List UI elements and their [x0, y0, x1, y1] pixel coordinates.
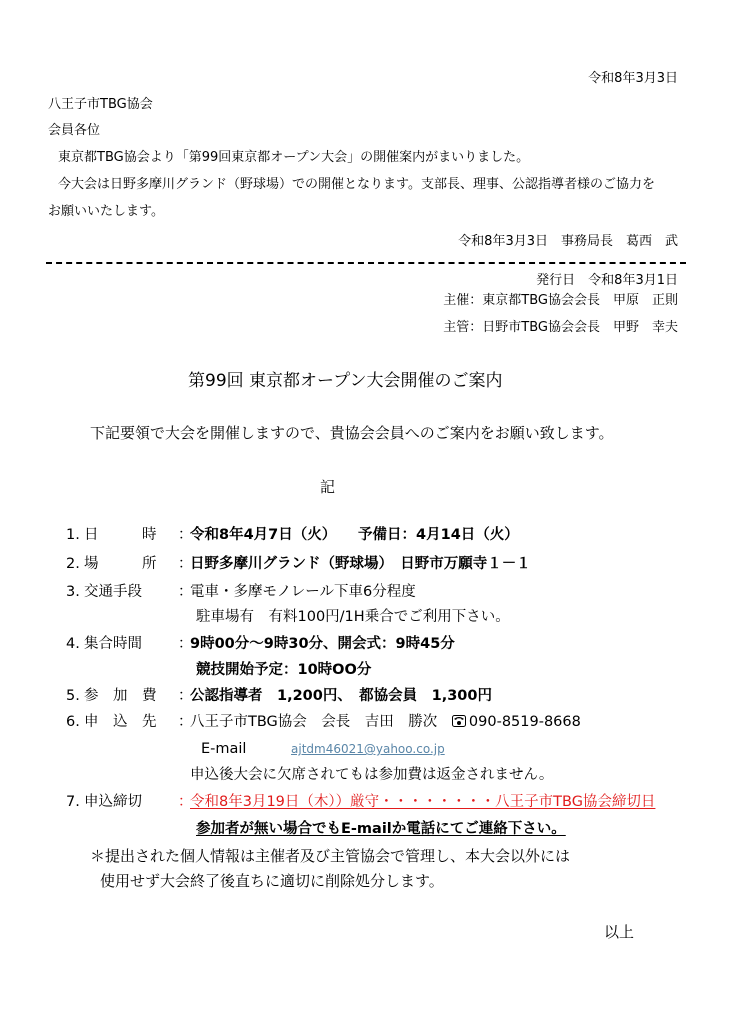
item-label: 交通手段: [84, 584, 142, 600]
item-colon: ：: [178, 794, 193, 810]
host-line: 主催：東京都TBG協会会長 甲原 正則: [443, 293, 678, 308]
item-label: 集合時間: [84, 636, 142, 652]
item-value: [190, 712, 581, 732]
item-assembly-sub: [66, 660, 666, 680]
item-number: 6.: [66, 714, 80, 730]
memo-recipient-org: 八王子市TBG協会: [48, 97, 153, 112]
item-label: 日 時: [84, 527, 157, 543]
phone-number: 090-8519-8668: [468, 714, 581, 730]
item-email: [66, 739, 666, 759]
email-link[interactable]: ajtdm46021@yahoo.co.jp: [291, 742, 445, 756]
item-sub-value: 駐車場有 有料100円/1H乗合でご利用下さい。: [196, 609, 510, 625]
item-number: 1.: [66, 527, 80, 543]
item-number: 2.: [66, 556, 80, 572]
item-value: 公認指導者 1,200円、 都協会員 1,300円: [190, 688, 492, 704]
deadline-contact-note: 参加者が無い場合でもE-mailか電話にてご連絡下さい。: [196, 821, 566, 837]
item-venue: [66, 554, 666, 574]
item-assembly-time: [66, 634, 666, 654]
phone-group: [452, 714, 581, 730]
notice-title: 第99回 東京都オープン大会開催のご案内: [188, 371, 503, 391]
memo-line-3: お願いいたします。: [48, 204, 164, 219]
memo-line-2: 今大会は日野多摩川グランド（野球場）での開催となります。支部長、理事、公認指導者様のご協力を: [58, 177, 655, 192]
item-colon: ：: [178, 688, 193, 704]
memo-line-1: 東京都TBG協会より「第99回東京都オープン大会」の開催案内がまいりました。: [58, 150, 530, 165]
email-label: E-mail: [201, 741, 247, 757]
item-value: 9時00分～9時30分、開会式：9時45分: [190, 636, 455, 652]
item-colon: ：: [178, 636, 193, 652]
item-transport: [66, 582, 666, 602]
item-date: [66, 525, 666, 545]
deadline-value: 令和8年3月19日（木））厳守・・・・・・・・八王子市TBG協会締切日: [190, 794, 656, 810]
contact-name: 八王子市TBG協会 会長 吉田 勝次: [190, 714, 438, 730]
separator-dashed-line: [46, 262, 686, 264]
phone-icon: [452, 715, 466, 727]
ki-heading: 記: [320, 478, 336, 496]
closing-ijou: 以上: [604, 923, 635, 941]
item-value: 電車・多摩モノレール下車6分程度: [190, 584, 416, 600]
item-transport-sub: [66, 607, 666, 627]
notice-intro: 下記要領で大会を開催しますので、貴協会会員へのご案内をお願い致します。: [90, 424, 614, 442]
item-sub-value: 競技開始予定：10時OO分: [196, 662, 372, 678]
item-number: 7.: [66, 794, 80, 810]
item-value: 日野多摩川グランド（野球場） 日野市万願寺１－１: [190, 556, 531, 572]
item-colon: ：: [178, 584, 193, 600]
item-colon: ：: [178, 714, 193, 730]
item-value: 令和8年4月7日（火） 予備日：4月14日（火）: [190, 527, 519, 543]
organizer-line: 主管：日野市TBG協会会長 甲野 幸夫: [443, 320, 678, 335]
item-colon: ：: [178, 556, 193, 572]
item-application: [66, 712, 666, 732]
refund-note: 申込後大会に欠席されてもは参加費は返金されません。: [190, 767, 554, 783]
memo-signature: 令和8年3月3日 事務局長 葛西 武: [458, 234, 678, 249]
item-fee: [66, 686, 666, 706]
privacy-note-line-2: 使用せず大会終了後直ちに適切に削除処分します。: [100, 872, 444, 890]
item-refund-note: [66, 765, 666, 785]
item-label: 参 加 費: [84, 688, 157, 704]
item-number: 3.: [66, 584, 80, 600]
item-number: 5.: [66, 688, 80, 704]
item-deadline-sub: [66, 819, 666, 839]
privacy-note-line-1: ＊提出された個人情報は主催者及び主管協会で管理し、本大会以外には: [90, 847, 571, 865]
memo-recipient-members: 会員各位: [48, 123, 101, 138]
issue-date: 発行日 令和8年3月1日: [536, 273, 678, 288]
item-label: 申 込 先: [84, 714, 157, 730]
memo-date: 令和8年3月3日: [588, 71, 678, 86]
item-deadline: [66, 792, 686, 812]
item-number: 4.: [66, 636, 80, 652]
item-label: 場 所: [84, 556, 157, 572]
item-colon: ：: [178, 527, 193, 543]
item-label: 申込締切: [84, 794, 142, 810]
